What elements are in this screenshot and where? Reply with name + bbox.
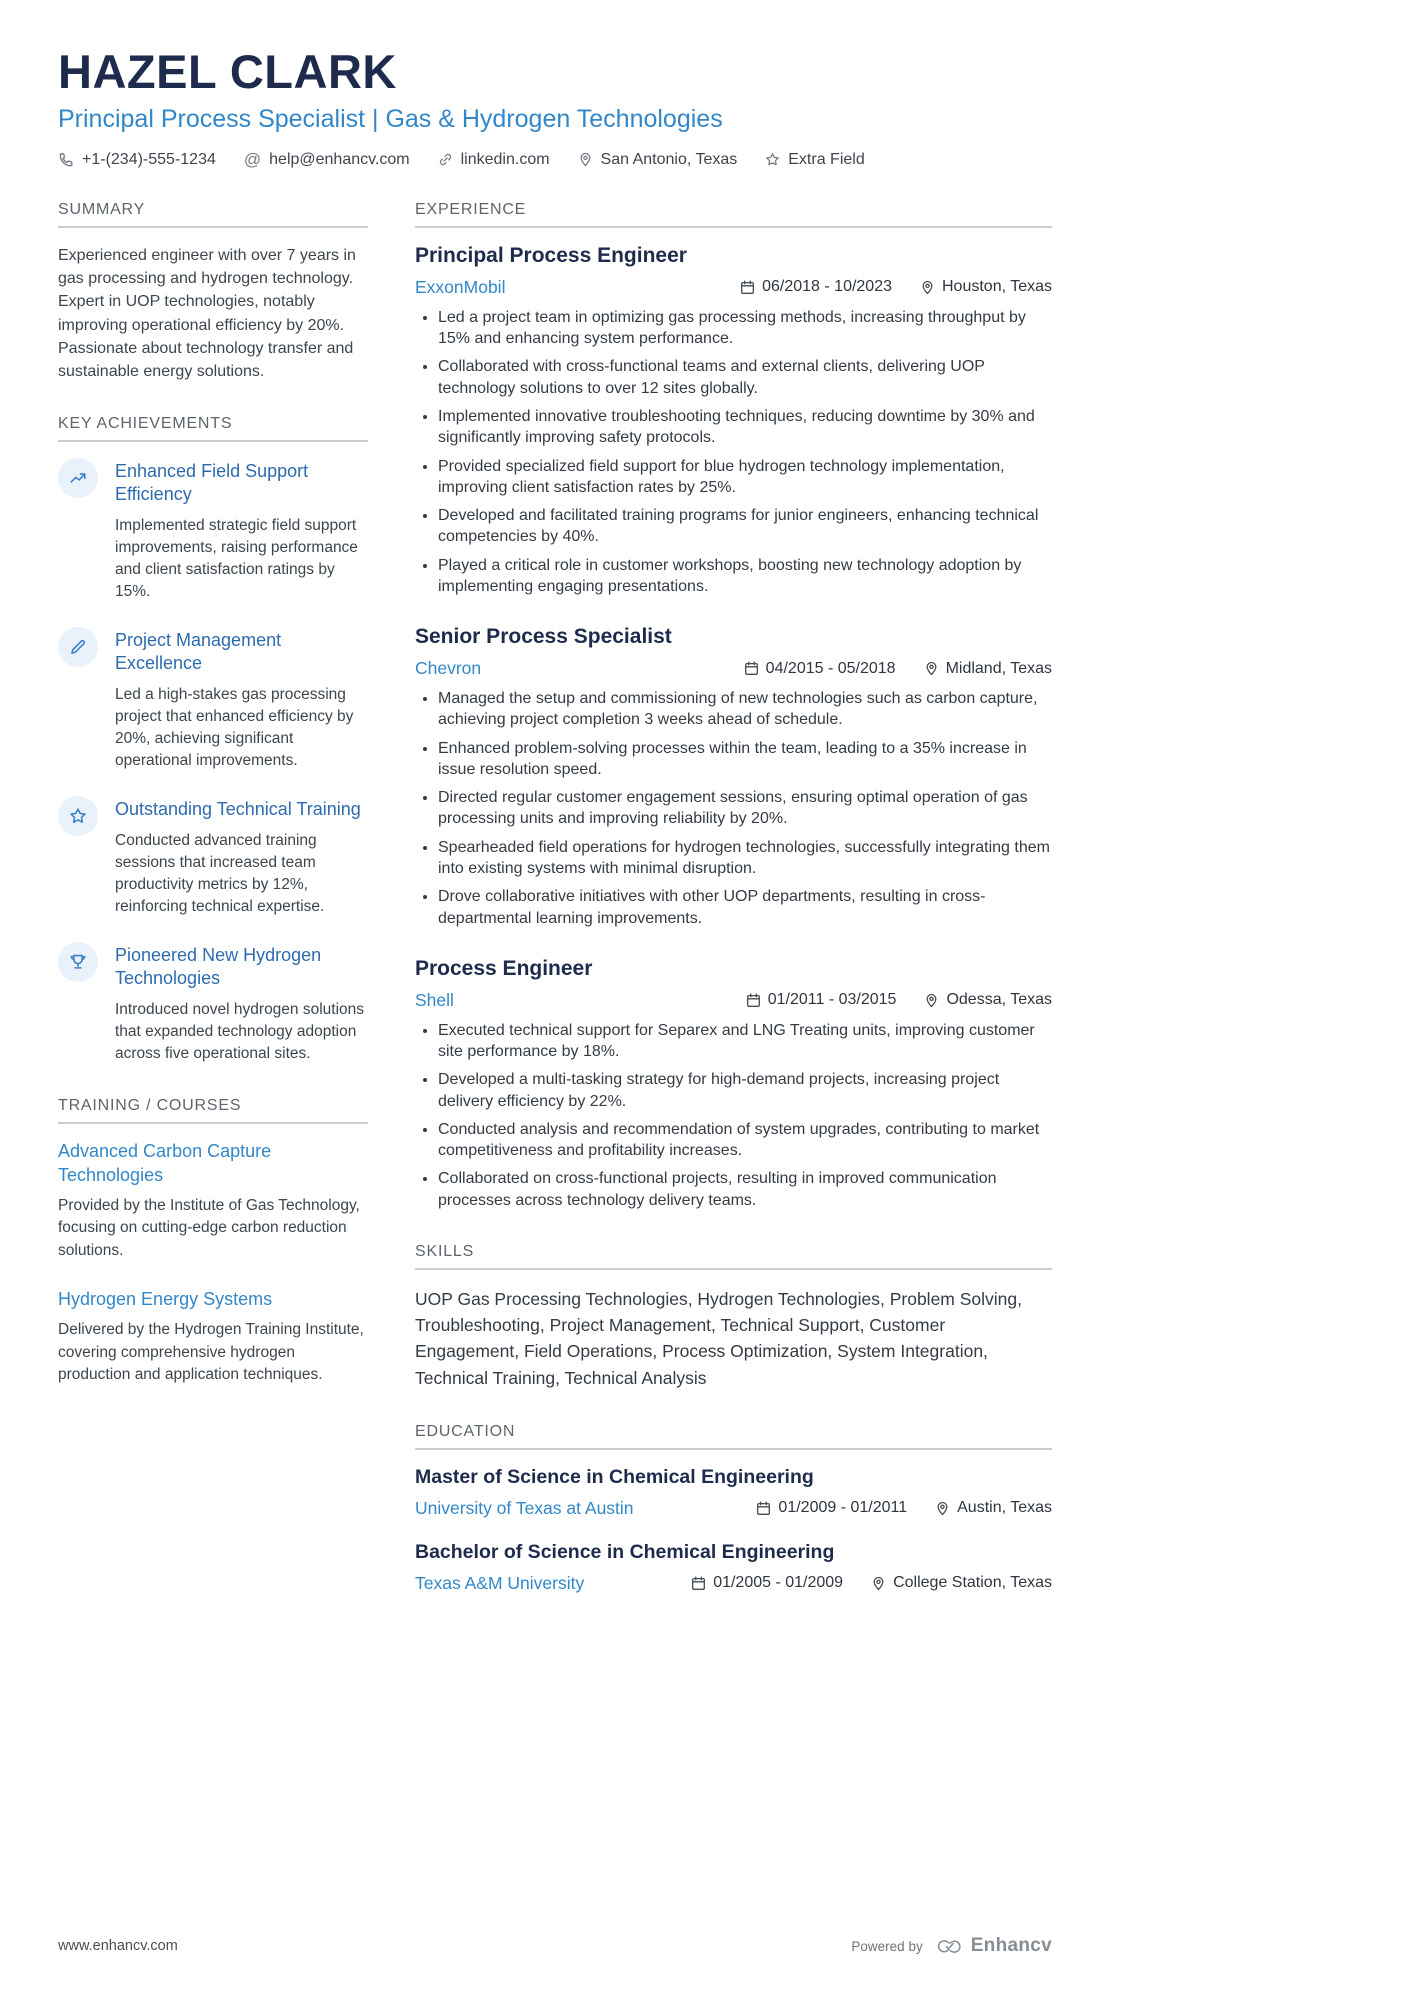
achievement-text: Introduced novel hydrogen solutions that expanded technology adoption across five operational sites. (115, 1001, 365, 1063)
skills-text: UOP Gas Processing Technologies, Hydrogen Technologies, Problem Solving, Troubleshooting, Project Management, Technical Support, Customer Engagement, Field Operations, Process Optimization, System Integration, Technical Training, Technical Analysis (415, 1288, 1023, 1388)
achievement-item (58, 458, 368, 603)
achievement-title: Project Management Excellence (115, 630, 282, 674)
skills-section (415, 1243, 1052, 1391)
calendar-icon (756, 1501, 771, 1516)
page-footer (58, 1935, 1052, 1957)
contact-location-text: San Antonio, Texas (600, 150, 738, 168)
job-meta-row (415, 277, 1052, 298)
powered-by-label: Powered by (851, 1938, 923, 1954)
course-text: Provided by the Institute of Gas Technology, focusing on cutting-edge carbon reduction solutions. (58, 1197, 360, 1259)
course-item (58, 1140, 368, 1262)
powered-by-group (851, 1935, 1052, 1957)
pencil-icon (58, 627, 98, 667)
job-bullet: • Spearheaded field operations for hydrogen technologies, successfully integrating them into existing systems with minimal disruption. (438, 837, 1052, 880)
job-dates-text: 01/2011 - 03/2015 (767, 991, 897, 1009)
achievement-title: Enhanced Field Support Efficiency (115, 461, 309, 505)
job-location (924, 991, 1052, 1009)
course-title: Hydrogen Energy Systems (58, 1289, 273, 1309)
job-location-text: Odessa, Texas (946, 991, 1052, 1009)
training-heading: TRAINING / COURSES (58, 1097, 368, 1124)
achievements-section (58, 415, 368, 1065)
job-bullet: • Drove collaborative initiatives with other UOP departments, resulting in cross-departmental learning improvements. (438, 886, 1052, 929)
job-title: Principal Process Engineer (415, 243, 687, 267)
degree-location-text: Austin, Texas (957, 1499, 1052, 1517)
course-text: Delivered by the Hydrogen Training Institute, covering comprehensive hydrogen production and application techniques. (58, 1321, 364, 1384)
job-title: Senior Process Specialist (415, 625, 672, 649)
location-icon (924, 661, 939, 676)
achievements-heading: KEY ACHIEVEMENTS (58, 415, 368, 442)
achievement-item (58, 796, 368, 918)
contact-linkedin[interactable] (438, 151, 550, 169)
achievement-body (115, 942, 368, 1065)
phone-icon (58, 152, 74, 168)
location-icon (920, 280, 935, 295)
location-icon (871, 1576, 886, 1591)
contact-phone-text: +1-(234)-555-1234 (82, 150, 216, 168)
job-bullet: • Managed the setup and commissioning of new technologies such as carbon capture, achieving project completion 3 weeks ahead of schedule. (438, 688, 1052, 731)
achievement-body (115, 627, 368, 772)
job-bullets (415, 688, 1052, 929)
job-dates (740, 278, 892, 296)
email-icon: @ (243, 150, 262, 170)
school-name: University of Texas at Austin (415, 1497, 634, 1518)
degree-location (871, 1574, 1052, 1592)
job-location-text: Houston, Texas (942, 278, 1052, 296)
job-bullet: • Developed and facilitated training programs for junior engineers, enhancing technical competencies by 40%. (438, 505, 1052, 548)
job-headline: Principal Process Specialist | Gas & Hydrogen Technologies (58, 104, 723, 133)
candidate-name: HAZEL CLARK (58, 45, 397, 98)
location-icon (935, 1501, 950, 1516)
job-location (924, 660, 1052, 678)
degree-dates-text: 01/2005 - 01/2009 (713, 1574, 844, 1592)
header (58, 46, 1052, 169)
job-title: Process Engineer (415, 956, 593, 980)
degree-entry (415, 1541, 1052, 1594)
achievement-item (58, 942, 368, 1065)
job-meta-row (415, 990, 1052, 1011)
achievement-title: Outstanding Technical Training (115, 799, 361, 820)
degree-dates (691, 1574, 843, 1592)
job-dates (746, 991, 897, 1009)
job-location-text: Midland, Texas (945, 659, 1052, 677)
contact-extra-field (765, 151, 864, 169)
job-bullets (415, 1020, 1052, 1211)
contact-email[interactable] (244, 151, 410, 169)
calendar-icon (691, 1576, 706, 1591)
star-icon (765, 152, 780, 167)
contact-extra-field-text: Extra Field (788, 150, 865, 168)
school-name: Texas A&M University (415, 1572, 585, 1593)
job-bullet: • Conducted analysis and recommendation of system upgrades, contributing to market competitiveness and profitability increases. (438, 1119, 1052, 1162)
training-section (58, 1097, 368, 1386)
job-bullet: • Developed a multi-tasking strategy for high-demand projects, increasing project delivery efficiency by 22%. (438, 1069, 1052, 1112)
skills-heading: SKILLS (415, 1243, 1052, 1270)
contact-linkedin-text[interactable]: linkedin.com (460, 150, 550, 168)
degree-title: Master of Science in Chemical Engineering (415, 1465, 814, 1488)
company-name: ExxonMobil (415, 276, 506, 297)
job-bullet: • Executed technical support for Separex and LNG Treating units, improving customer site performance by 18%. (438, 1020, 1052, 1063)
calendar-icon (746, 993, 761, 1008)
trend-up-icon (58, 458, 98, 498)
job-entry (415, 625, 1052, 929)
education-section (415, 1423, 1052, 1594)
job-dates-text: 06/2018 - 10/2023 (762, 278, 892, 296)
calendar-icon (740, 280, 755, 295)
degree-meta-row (415, 1498, 1052, 1519)
enhancv-brand-name: Enhancv (970, 1935, 1052, 1956)
achievement-text: Conducted advanced training sessions that increased team productivity metrics by 12%, reinforcing technical expertise. (115, 832, 325, 916)
achievement-text: Led a high-stakes gas processing project that enhanced efficiency by 20%, achieving significant operational improvements. (115, 686, 354, 770)
achievement-text: Implemented strategic field support improvements, raising performance and client satisfaction ratings by 15%. (115, 517, 358, 601)
location-icon (578, 152, 593, 167)
summary-section (58, 201, 368, 383)
job-bullet: • Led a project team in optimizing gas processing methods, increasing throughput by 15% and enhancing system performance. (438, 307, 1052, 350)
job-bullet: • Implemented innovative troubleshooting techniques, reducing downtime by 30% and significantly improving safety protocols. (438, 406, 1052, 449)
right-column (415, 201, 1052, 1626)
degree-dates-text: 01/2009 - 01/2011 (778, 1499, 908, 1517)
job-entry (415, 244, 1052, 597)
course-title: Advanced Carbon Capture Technologies (58, 1141, 272, 1185)
job-location (920, 278, 1052, 296)
job-meta-row (415, 658, 1052, 679)
achievement-body (115, 458, 368, 603)
star-icon (58, 796, 98, 836)
job-dates (744, 660, 896, 678)
trophy-icon (58, 942, 98, 982)
achievement-item (58, 627, 368, 772)
left-column (58, 201, 368, 1626)
enhancv-site-link[interactable]: www.enhancv.com (58, 1938, 178, 1954)
education-heading: EDUCATION (415, 1423, 1052, 1450)
contact-phone (58, 151, 216, 169)
job-bullet: • Enhanced problem-solving processes within the team, leading to a 35% increase in issue resolution speed. (438, 738, 1052, 781)
degree-dates (756, 1499, 907, 1517)
degree-title: Bachelor of Science in Chemical Engineering (415, 1540, 835, 1563)
job-bullet: • Played a critical role in customer workshops, boosting new technology adoption by implementing engaging presentations. (438, 555, 1052, 598)
job-bullets (415, 307, 1052, 597)
course-item (58, 1288, 368, 1386)
experience-heading: EXPERIENCE (415, 201, 1052, 228)
enhancv-brand[interactable] (935, 1935, 1052, 1957)
contact-email-text[interactable]: help@enhancv.com (269, 150, 410, 168)
link-icon (438, 152, 453, 167)
job-bullet: • Collaborated on cross-functional projects, resulting in improved communication processes across technology delivery teams. (438, 1168, 1052, 1211)
company-name: Shell (415, 989, 454, 1010)
company-name: Chevron (415, 658, 482, 679)
degree-location (935, 1499, 1052, 1517)
job-bullet: • Collaborated with cross-functional teams and external clients, delivering UOP technology solutions to over 12 sites globally. (438, 356, 1052, 399)
degree-location-text: College Station, Texas (893, 1574, 1052, 1592)
degree-meta-row (415, 1573, 1052, 1594)
job-entry (415, 957, 1052, 1211)
achievement-body (115, 796, 368, 918)
location-icon (924, 993, 939, 1008)
contact-row (58, 151, 1052, 169)
degree-entry (415, 1466, 1052, 1519)
job-bullet: • Provided specialized field support for blue hydrogen technology implementation, improving client satisfaction rates by 25%. (438, 456, 1052, 499)
enhancv-logo-icon (935, 1938, 963, 1955)
summary-text: Experienced engineer with over 7 years in gas processing and hydrogen technology. Expert in UOP technologies, notably improving operational efficiency by 20%. Passionate about technology transfer and sustainable energy solutions. (58, 246, 356, 380)
summary-heading: SUMMARY (58, 201, 368, 228)
calendar-icon (744, 661, 759, 676)
contact-location (578, 151, 738, 169)
job-bullet: • Directed regular customer engagement sessions, ensuring optimal operation of gas processing units and improving reliability by 20%. (438, 787, 1052, 830)
job-dates-text: 04/2015 - 05/2018 (765, 659, 896, 677)
experience-section (415, 201, 1052, 1211)
achievement-title: Pioneered New Hydrogen Technologies (115, 945, 322, 989)
